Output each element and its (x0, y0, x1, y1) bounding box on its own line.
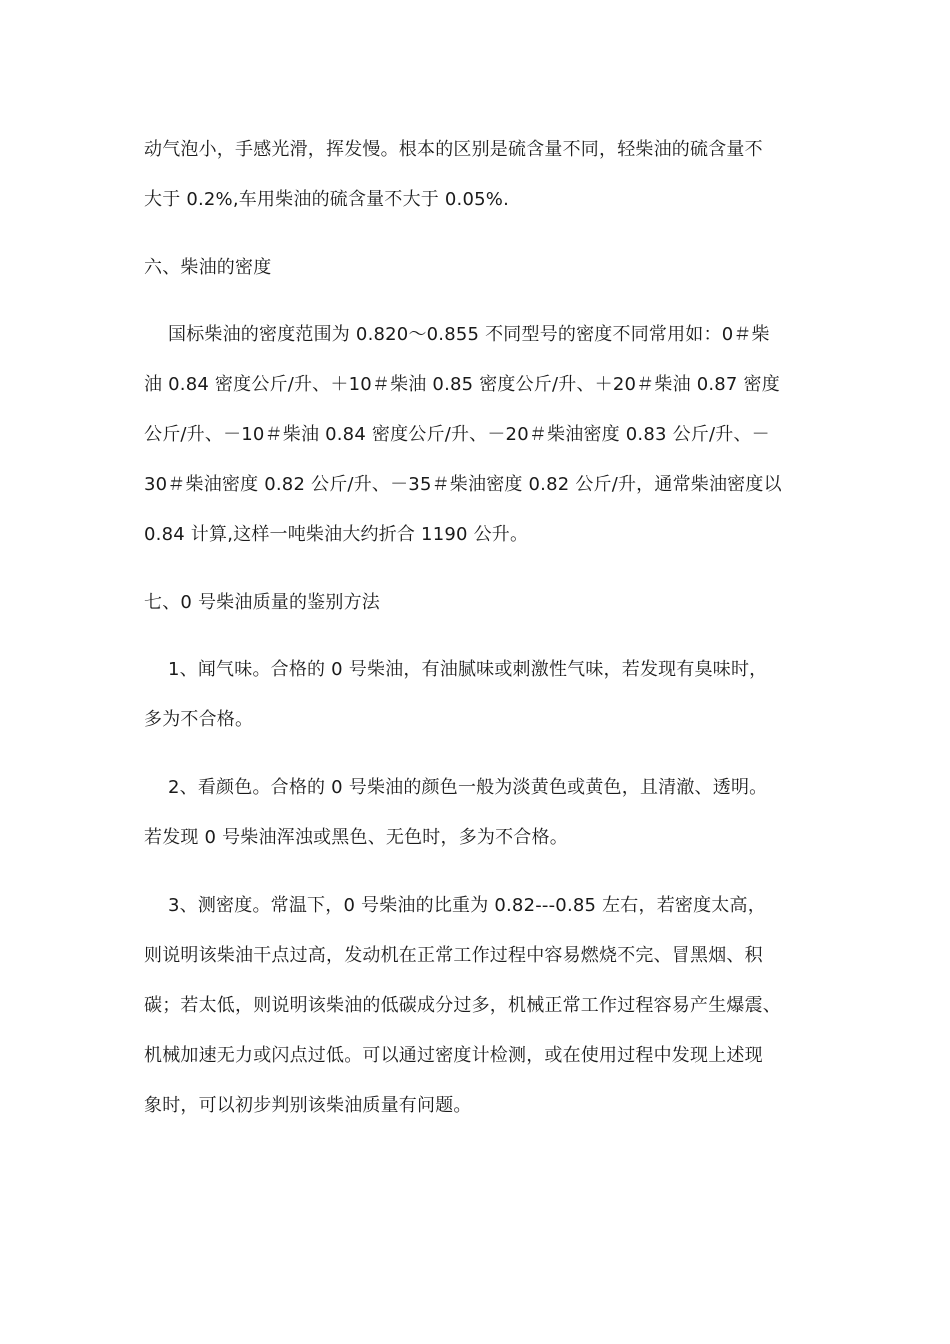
section7-item1-line-1: 1、闻气味。合格的 0 号柴油，有油腻味或刺激性气味，若发现有臭味时， (168, 659, 768, 680)
section7-item3-line-2: 则说明该柴油干点过高，发动机在正常工作过程中容易燃烧不完、冒黑烟、积 (144, 945, 763, 966)
section7-item2-line-1: 2、看颜色。合格的 0 号柴油的颜色一般为淡黄色或黄色，且清澈、透明。 (168, 777, 768, 798)
section6-text-line-2: 油 0.84 密度公斤/升、＋10＃柴油 0.85 密度公斤/升、＋20＃柴油 0.87 密度 (144, 374, 780, 395)
section7-item3-line-3: 碳；若太低，则说明该柴油的低碳成分过多，机械正常工作过程容易产生爆震、 (144, 995, 781, 1016)
section7-item1-line-2: 多为不合格。 (144, 709, 254, 730)
section6-heading: 六、柴油的密度 (144, 257, 272, 278)
section6-text-line-5: 0.84 计算,这样一吨柴油大约折合 1190 公升。 (144, 524, 529, 545)
section6-text-line-1: 国标柴油的密度范围为 0.820～0.855 不同型号的密度不同常用如：0＃柴 (168, 324, 770, 345)
section5-text-line-1: 动气泡小，手感光滑，挥发慢。根本的区别是硫含量不同，轻柴油的硫含量不 (144, 139, 763, 160)
section7-item3-line-5: 象时，可以初步判别该柴油质量有问题。 (144, 1095, 472, 1116)
section5-text-line-2: 大于 0.2%,车用柴油的硫含量不大于 0.05%. (144, 189, 509, 210)
section7-item2-line-2: 若发现 0 号柴油浑浊或黑色、无色时，多为不合格。 (144, 827, 568, 848)
section6-text-line-4: 30＃柴油密度 0.82 公斤/升、－35＃柴油密度 0.82 公斤/升，通常柴油密度以 (144, 474, 782, 495)
section7-heading: 七、0 号柴油质量的鉴别方法 (144, 592, 380, 613)
section6-text-line-3: 公斤/升、－10＃柴油 0.84 密度公斤/升、－20＃柴油密度 0.83 公斤/升、－ (144, 424, 770, 445)
section7-item3-line-1: 3、测密度。常温下，0 号柴油的比重为 0.82---0.85 左右，若密度太高， (168, 895, 766, 916)
section7-item3-line-4: 机械加速无力或闪点过低。可以通过密度计检测，或在使用过程中发现上述现 (144, 1045, 763, 1066)
